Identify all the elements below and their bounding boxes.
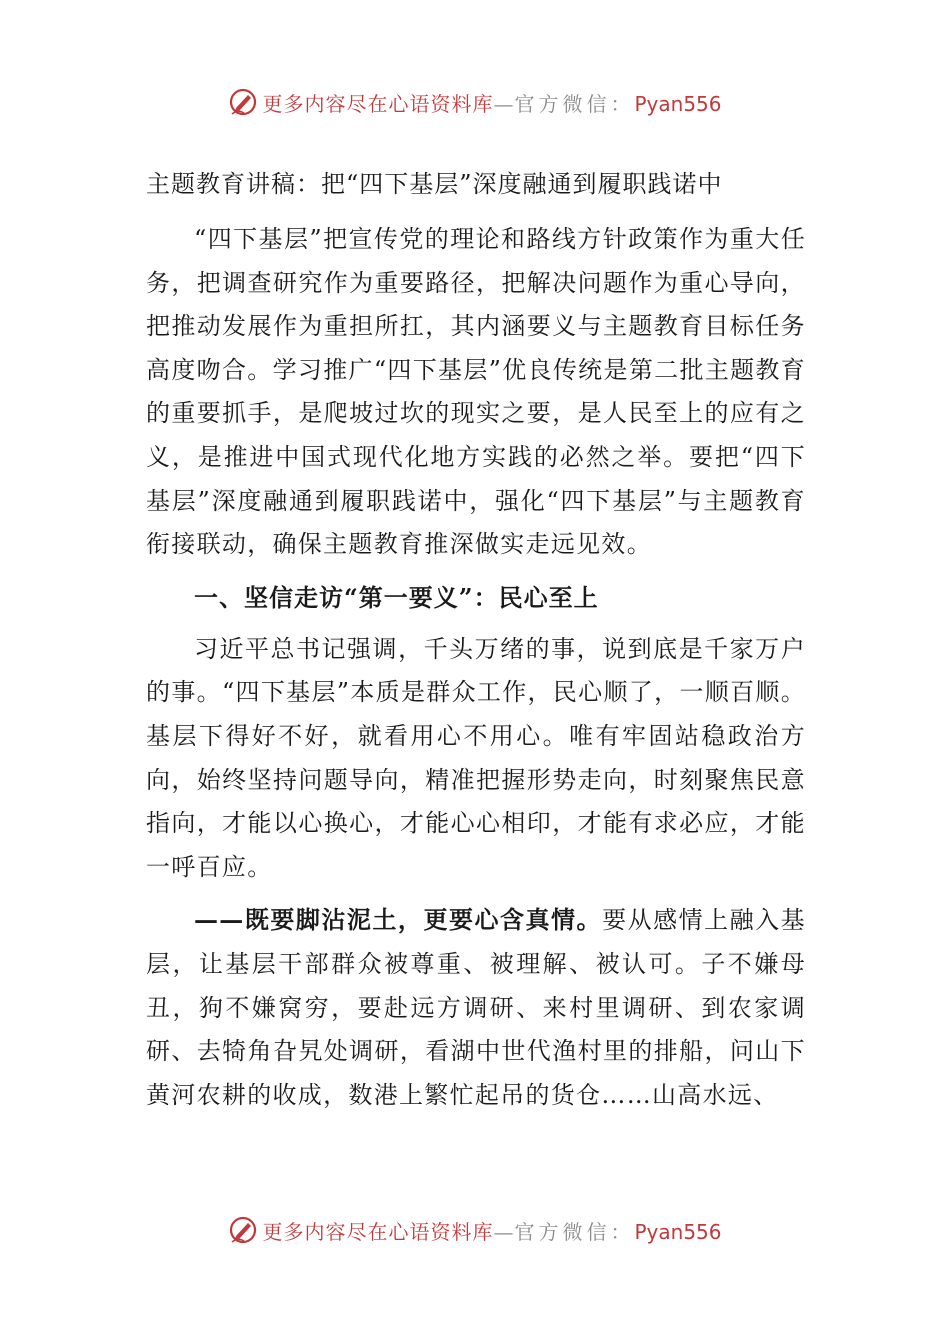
pen-logo-icon xyxy=(228,1215,258,1245)
header-watermark-banner xyxy=(0,82,950,122)
intro-paragraph: “四下基层”把宣传党的理论和路线方针政策作为重大任务，把调查研究作为重要路径，把解决问题作为重心导向，把推动发展作为重担所扛，其内涵要义与主题教育目标任务高度吻合。学习推广“四下基层”优良传统是第二批主题教育的重要抓手，是爬坡过坎的现实之要，是人民至上的应有之义，是推进中国式现代化地方实践的必然之举。要把“四下基层”深度融通到履职践诺中，强化“四下基层”与主题教育衔接联动，确保主题教育推深做实走远见效。 xyxy=(146,225,806,559)
point1-paragraph xyxy=(146,898,806,1117)
document-title: 主题教育讲稿：把“四下基层”深度融通到履职践诺中 xyxy=(146,170,723,198)
watermark-text: 更多内容尽在心语资料库—官方微信：Pyan556 xyxy=(262,1219,722,1244)
section1-paragraph: 习近平总书记强调，千头万绪的事，说到底是千家万户的事。“四下基层”本质是群众工作，民心顺了，一顺百顺。基层下得好不好，就看用心不用心。唯有牢固站稳政治方向，始终坚持问题导向，精准把握形势走向，时刻聚焦民意指向，才能以心换心，才能心心相印，才能有求必应，才能一呼百应。 xyxy=(146,634,806,881)
document-body xyxy=(146,162,806,1126)
point1-body: 要从感情上融入基层，让基层干部群众被尊重、被理解、被认可。子不嫌母丑，狗不嫌窝穷，要赴远方调研、来村里调研、到农家调研、去犄角旮旯处调研，看湖中世代渔村里的排船，问山下黄河农耕的收成，数港上繁忙起吊的货仓……山高水远、 xyxy=(146,906,806,1109)
pen-logo-icon xyxy=(228,87,258,117)
watermark-text: 更多内容尽在心语资料库—官方微信：Pyan556 xyxy=(262,91,722,116)
section-heading-1: 一、坚信走访“第一要义”：民心至上 xyxy=(194,582,599,612)
point1-lead: ——既要脚沾泥土，更要心含真情。 xyxy=(194,905,603,935)
footer-watermark-banner xyxy=(0,1210,950,1250)
